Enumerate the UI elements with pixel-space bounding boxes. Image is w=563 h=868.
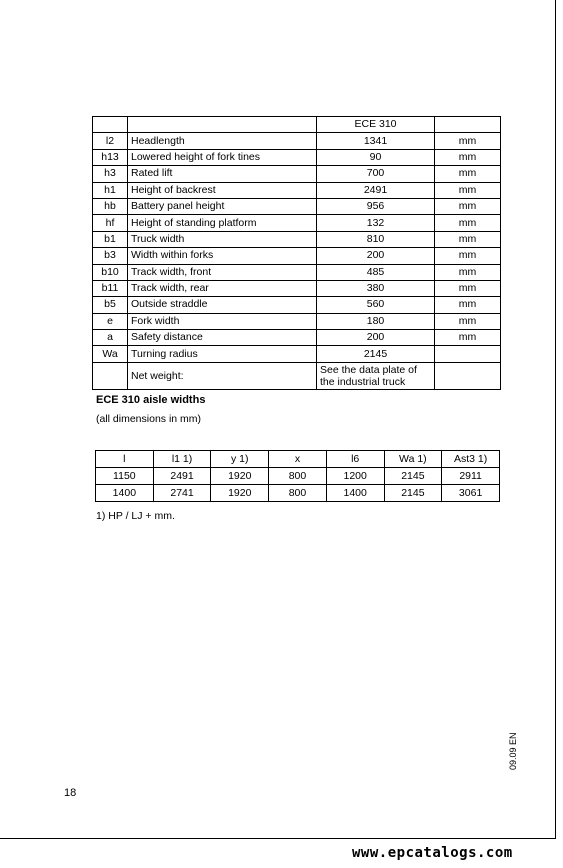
spec-header-model: ECE 310 bbox=[317, 117, 435, 133]
aisle-title: ECE 310 aisle widths bbox=[96, 394, 206, 406]
spec-value: 1341 bbox=[317, 133, 435, 149]
aisle-cell: 800 bbox=[269, 468, 327, 485]
spec-label: Fork width bbox=[128, 313, 317, 329]
aisle-header-row bbox=[96, 451, 500, 468]
spec-row bbox=[93, 215, 501, 231]
spec-label: Track width, rear bbox=[128, 280, 317, 296]
spec-unit: mm bbox=[435, 280, 501, 296]
spec-symbol: e bbox=[93, 313, 128, 329]
spec-value bbox=[317, 362, 435, 389]
spec-symbol: l2 bbox=[93, 133, 128, 149]
spec-unit: mm bbox=[435, 133, 501, 149]
spec-symbol: hf bbox=[93, 215, 128, 231]
spec-value: 200 bbox=[317, 330, 435, 346]
spec-label: Turning radius bbox=[128, 346, 317, 362]
aisle-header-cell: x bbox=[269, 451, 327, 468]
spec-value: 956 bbox=[317, 198, 435, 214]
spec-label: Lowered height of fork tines bbox=[128, 149, 317, 165]
spec-header-empty-3 bbox=[435, 117, 501, 133]
spec-value: 380 bbox=[317, 280, 435, 296]
spec-symbol: h13 bbox=[93, 149, 128, 165]
spec-unit: mm bbox=[435, 313, 501, 329]
spec-label: Height of standing platform bbox=[128, 215, 317, 231]
spec-unit: mm bbox=[435, 215, 501, 231]
aisle-cell: 1200 bbox=[326, 468, 384, 485]
spec-row bbox=[93, 264, 501, 280]
spec-label: Rated lift bbox=[128, 166, 317, 182]
spec-unit: mm bbox=[435, 198, 501, 214]
spec-label: Net weight: bbox=[128, 362, 317, 389]
aisle-cell: 1920 bbox=[211, 468, 269, 485]
spec-row bbox=[93, 198, 501, 214]
spec-row bbox=[93, 182, 501, 198]
spec-row bbox=[93, 149, 501, 165]
spec-symbol: b5 bbox=[93, 297, 128, 313]
spec-value: 132 bbox=[317, 215, 435, 231]
aisle-cell: 3061 bbox=[442, 485, 500, 502]
aisle-cell: 1920 bbox=[211, 485, 269, 502]
aisle-cell: 2491 bbox=[153, 468, 211, 485]
aisle-cell: 1150 bbox=[96, 468, 154, 485]
spec-row bbox=[93, 313, 501, 329]
spec-symbol bbox=[93, 362, 128, 389]
watermark: www.epcatalogs.com bbox=[352, 845, 513, 861]
spec-unit bbox=[435, 346, 501, 362]
spec-row bbox=[93, 297, 501, 313]
aisle-cell: 1400 bbox=[326, 485, 384, 502]
spec-unit: mm bbox=[435, 166, 501, 182]
footnote: 1) HP / LJ + mm. bbox=[96, 510, 175, 522]
spec-label: Height of backrest bbox=[128, 182, 317, 198]
spec-value: 2491 bbox=[317, 182, 435, 198]
net-weight-line-2: the industrial truck bbox=[320, 375, 406, 388]
spec-label: Truck width bbox=[128, 231, 317, 247]
spec-header-empty-1 bbox=[93, 117, 128, 133]
spec-table bbox=[92, 116, 501, 390]
aisle-cell: 2911 bbox=[442, 468, 500, 485]
spec-unit: mm bbox=[435, 149, 501, 165]
spec-value: 90 bbox=[317, 149, 435, 165]
spec-label: Track width, front bbox=[128, 264, 317, 280]
spec-value: 180 bbox=[317, 313, 435, 329]
spec-row-net-weight bbox=[93, 362, 501, 389]
spec-unit: mm bbox=[435, 231, 501, 247]
spec-row bbox=[93, 330, 501, 346]
aisle-header-cell: l1 1) bbox=[153, 451, 211, 468]
spec-label: Headlength bbox=[128, 133, 317, 149]
spec-symbol: a bbox=[93, 330, 128, 346]
spec-row bbox=[93, 231, 501, 247]
spec-row bbox=[93, 133, 501, 149]
aisle-row bbox=[96, 468, 500, 485]
spec-symbol: b3 bbox=[93, 248, 128, 264]
spec-symbol: b10 bbox=[93, 264, 128, 280]
spec-label: Width within forks bbox=[128, 248, 317, 264]
spec-label: Outside straddle bbox=[128, 297, 317, 313]
spec-row bbox=[93, 166, 501, 182]
aisle-header-cell: l bbox=[96, 451, 154, 468]
aisle-cell: 2145 bbox=[384, 468, 442, 485]
spec-symbol: Wa bbox=[93, 346, 128, 362]
spec-label: Safety distance bbox=[128, 330, 317, 346]
spec-row bbox=[93, 346, 501, 362]
spec-unit: mm bbox=[435, 182, 501, 198]
spec-header-empty-2 bbox=[128, 117, 317, 133]
aisle-table bbox=[95, 450, 500, 502]
spec-unit: mm bbox=[435, 264, 501, 280]
spec-value: 560 bbox=[317, 297, 435, 313]
aisle-header-cell: y 1) bbox=[211, 451, 269, 468]
aisle-cell: 2145 bbox=[384, 485, 442, 502]
aisle-header-cell: Wa 1) bbox=[384, 451, 442, 468]
page-number: 18 bbox=[64, 787, 77, 799]
spec-symbol: h3 bbox=[93, 166, 128, 182]
spec-symbol: b1 bbox=[93, 231, 128, 247]
spec-value: 200 bbox=[317, 248, 435, 264]
spec-header-row bbox=[93, 117, 501, 133]
net-weight-line-1: See the data plate of bbox=[320, 363, 417, 376]
spec-value: 810 bbox=[317, 231, 435, 247]
spec-label: Battery panel height bbox=[128, 198, 317, 214]
aisle-cell: 2741 bbox=[153, 485, 211, 502]
aisle-row bbox=[96, 485, 500, 502]
spec-value: 2145 bbox=[317, 346, 435, 362]
aisle-cell: 1400 bbox=[96, 485, 154, 502]
spec-symbol: b11 bbox=[93, 280, 128, 296]
spec-symbol: hb bbox=[93, 198, 128, 214]
spec-unit: mm bbox=[435, 330, 501, 346]
spec-row bbox=[93, 280, 501, 296]
spec-unit bbox=[435, 362, 501, 389]
aisle-header-cell: Ast3 1) bbox=[442, 451, 500, 468]
spec-row bbox=[93, 248, 501, 264]
spec-unit: mm bbox=[435, 248, 501, 264]
aisle-cell: 800 bbox=[269, 485, 327, 502]
spec-symbol: h1 bbox=[93, 182, 128, 198]
spec-unit: mm bbox=[435, 297, 501, 313]
revision-mark: 09.09 EN bbox=[508, 732, 518, 770]
spec-value: 485 bbox=[317, 264, 435, 280]
spec-value: 700 bbox=[317, 166, 435, 182]
aisle-note: (all dimensions in mm) bbox=[96, 413, 202, 425]
aisle-header-cell: l6 bbox=[326, 451, 384, 468]
